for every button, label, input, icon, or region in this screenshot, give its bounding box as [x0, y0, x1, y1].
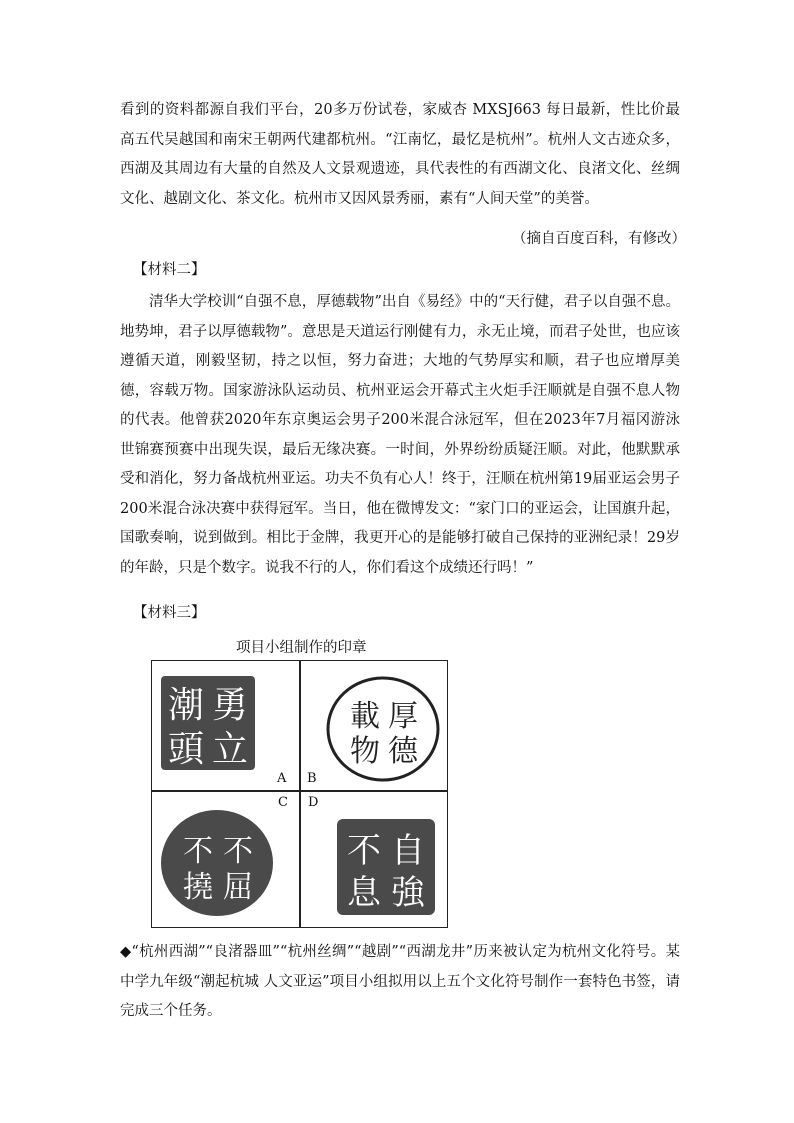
heading-material-two: 【材料二】	[133, 262, 206, 278]
seal-figure-caption: 项目小组制作的印章	[236, 640, 367, 656]
grid-divider-horizontal	[152, 790, 447, 792]
seal-b-label: B	[307, 771, 317, 786]
seal-a-char-4: 頭	[167, 729, 205, 770]
seal-d-char-1: 自	[391, 831, 425, 871]
seal-c-char-4: 撓	[183, 870, 213, 905]
seal-a-char-1: 勇	[211, 685, 249, 726]
seal-b-char-1: 厚	[388, 699, 418, 734]
seal-b-char-2: 德	[388, 734, 418, 769]
seal-c-char-1: 不	[223, 834, 253, 869]
seal-c-char-3: 不	[183, 834, 213, 869]
seal-d-label: D	[308, 795, 319, 810]
seal-b-char-3: 載	[350, 699, 380, 734]
seal-a-char-3: 潮	[167, 685, 205, 726]
seal-d-char-4: 息	[347, 873, 381, 913]
heading-material-three: 【材料三】	[133, 605, 206, 621]
seal-c-label: C	[278, 795, 288, 810]
seal-d-char-2: 強	[391, 873, 425, 913]
seal-d-image	[334, 816, 438, 918]
grid-divider-vertical	[299, 661, 301, 927]
seal-grid	[151, 660, 448, 928]
paragraph-task-intro: ◆“杭州西湖”“良渚器皿”“杭州丝绸”“越剧”“西湖龙井”历来被认定为杭州文化符号。某中学九年级“潮起杭城 人文亚运”项目小组拟用以上五个文化符号制作一套特色书签，请完成三个任务。	[120, 944, 680, 1019]
seal-c-image	[158, 807, 276, 919]
seal-a-label: A	[277, 771, 287, 786]
source-citation: （摘自百度百科，有修改）	[512, 231, 686, 247]
seal-a-image	[158, 673, 258, 773]
paragraph-intro: 看到的资料都源自我们平台，20多万份试卷，家威杏 MXSJ663 每日最新，性比价最高五代吴越国和南宋王朝两代建都杭州。“江南忆，最忆是杭州”。杭州人文古迹众多，西湖及其周边有大量的自然及人文景观遗迹，具代表性的有西湖文化、良渚文化、丝绸文化、越剧文化、茶文化。杭州市又因风景秀丽，素有“人间天堂”的美誉。	[120, 102, 680, 207]
seal-c-char-2: 屈	[223, 870, 253, 905]
seal-b-char-4: 物	[350, 734, 380, 769]
seal-a-char-2: 立	[211, 729, 249, 770]
seal-b-image	[324, 675, 442, 783]
paragraph-material-two: 清华大学校训“自强不息，厚德载物”出自《易经》中的“天行健，君子以自强不息。地势坤，君子以厚德载物”。意思是天道运行刚健有力，永无止境，而君子处世，也应该遵循天道，刚毅坚韧，持之以恒，努力奋进；大地的气势厚实和顺，君子也应增厚美德，容载万物。国家游泳队运动员、杭州亚运会开幕式主火炬手汪顺就是自强不息人物的代表。他曾获2020年东京奥运会男子200米混合泳冠军，但在2023年7月福冈游泳世锦赛预赛中出现失误，最后无缘决赛。一时间，外界纷纷质疑汪顺。对此，他默默承受和消化，努力备战杭州亚运。功夫不负有心人！终于，汪顺在杭州第19届亚运会男子200米混合泳决赛中获得冠军。当日，他在微博发文：“家门口的亚运会，让国旗升起，国歌奏响，说到做到。相比于金牌，我更开心的是能够打破自己保持的亚洲纪录！29岁的年龄，只是个数字。说我不行的人，你们看这个成绩还行吗！”	[120, 294, 680, 576]
seal-d-char-3: 不	[347, 831, 381, 871]
